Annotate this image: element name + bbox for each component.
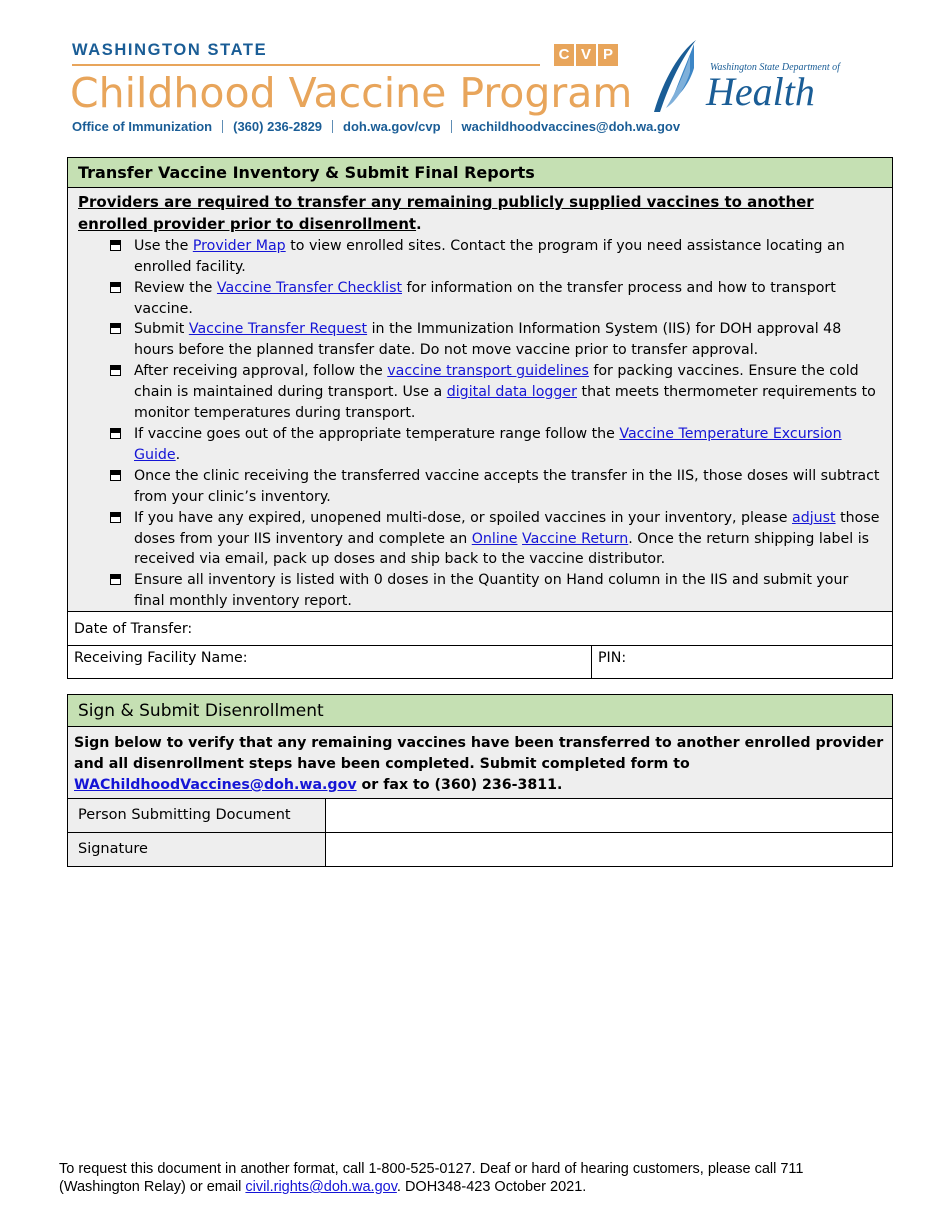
cvp-badge (554, 44, 618, 66)
accessibility-footer: To request this document in another format, call 1-800-525-0127. Deaf or hard of hearing customers, please call 711 (Washington Relay) or email civil.rights@doh.wa.gov. DOH348-423 October 2021. (59, 1161, 804, 1195)
transport-guidelines-link[interactable]: vaccine transport guidelines (387, 363, 589, 380)
badge-letter-c: C (554, 44, 574, 66)
list-item: Use the Provider Map to view enrolled sites. Contact the program if you need assistance locating an enrolled facility. (78, 236, 882, 278)
transfer-section-title: Transfer Vaccine Inventory & Submit Final Reports (68, 158, 892, 188)
list-item: Ensure all inventory is listed with 0 doses in the Quantity on Hand column in the IIS and submit your final monthly inventory report. (78, 570, 882, 612)
transfer-lead: Providers are required to transfer any remaining publicly supplied vaccines to another enrolled provider prior to disenrollment. (78, 193, 814, 233)
doh-logo-subtitle: Washington State Department of (710, 62, 840, 73)
list-item: Once the clinic receiving the transferred vaccine accepts the transfer in the IIS, those doses will subtract from your clinic’s inventory. (78, 466, 882, 508)
transfer-section (67, 157, 893, 679)
list-item: Review the Vaccine Transfer Checklist for information on the transfer process and how to transport vaccine. (78, 278, 882, 320)
signature-row (68, 832, 892, 866)
bullet-icon (110, 282, 121, 293)
signature-label: Signature (68, 833, 326, 866)
transfer-instructions (68, 188, 892, 611)
bullet-icon (110, 365, 121, 376)
contact-line (72, 119, 680, 134)
bullet-icon (110, 512, 121, 523)
contact-phone: (360) 236-2829 (233, 119, 323, 134)
contact-divider (222, 120, 223, 133)
disenrollment-section (67, 694, 893, 867)
badge-letter-v: V (576, 44, 596, 66)
online-link[interactable]: Online (471, 530, 518, 547)
receiving-facility-label: Receiving Facility Name: (74, 650, 248, 666)
badge-letter-p: P (598, 44, 618, 66)
signature-field[interactable] (326, 833, 892, 866)
doh-logo-wordmark: Health (706, 69, 815, 114)
adjust-link[interactable]: adjust (792, 509, 836, 526)
receiving-facility-row (68, 645, 892, 678)
pin-field[interactable] (592, 646, 892, 678)
excursion-guide-link[interactable]: Vaccine Temperature Excursion Guide (134, 425, 842, 463)
vaccine-return-link[interactable]: Vaccine Return (522, 530, 629, 547)
office-name: Office of Immunization (72, 119, 213, 134)
state-label: WASHINGTON STATE (72, 41, 268, 59)
person-submitting-field[interactable] (326, 799, 892, 832)
cvp-email-link[interactable]: WAChildhoodVaccines@doh.wa.gov (74, 776, 357, 793)
date-of-transfer-label: Date of Transfer: (74, 620, 193, 637)
list-item: After receiving approval, follow the vaccine transport guidelines for packing vaccines. Ensure the cold chain is maintained during transport. Use a digital data logger that meets thermometer requirements to monitor temperatures during transport. (78, 361, 882, 424)
transfer-request-link[interactable]: Vaccine Transfer Request (188, 321, 368, 338)
date-of-transfer-field[interactable] (68, 611, 892, 645)
civil-rights-email-link[interactable]: civil.rights@doh.wa.gov (245, 1179, 397, 1195)
transfer-steps (78, 236, 882, 612)
disenrollment-instructions: Sign below to verify that any remaining vaccines have been transferred to another enrolled provider and all disenrollment steps have been completed. Submit completed form to WAChildhoodVaccines@doh.wa.gov or fax to (360) 236-3811. (68, 727, 892, 798)
list-item: If you have any expired, unopened multi-dose, or spoiled vaccines in your inventory, please adjust those doses from your IIS inventory and complete an Online Vaccine Return. Once the return shipping label is received via email, pack up doses and ship back to the vaccine distributor. (78, 508, 882, 571)
bullet-icon (110, 574, 121, 585)
list-item: Submit Vaccine Transfer Request in the Immunization Information System (IIS) for DOH approval 48 hours before the planned transfer date. Do not move vaccine prior to transfer approval. (78, 319, 882, 361)
provider-map-link[interactable]: Provider Map (192, 237, 286, 254)
data-logger-link[interactable]: digital data logger (446, 384, 577, 401)
disenrollment-section-title: Sign & Submit Disenrollment (68, 695, 892, 727)
bullet-icon (110, 240, 121, 251)
person-submitting-label: Person Submitting Document (68, 799, 326, 832)
list-item: If vaccine goes out of the appropriate temperature range follow the Vaccine Temperature Excursion Guide. (78, 424, 882, 466)
contact-divider (451, 120, 452, 133)
bullet-icon (110, 323, 121, 334)
contact-email[interactable]: wachildhoodvaccines@doh.wa.gov (461, 119, 681, 134)
receiving-facility-field[interactable] (68, 646, 592, 678)
header-rule (72, 64, 540, 66)
contact-divider (332, 120, 333, 133)
contact-website[interactable]: doh.wa.gov/cvp (343, 119, 441, 134)
bullet-icon (110, 428, 121, 439)
person-submitting-row (68, 798, 892, 832)
pin-label: PIN: (598, 650, 627, 666)
transfer-checklist-link[interactable]: Vaccine Transfer Checklist (216, 279, 403, 296)
bullet-icon (110, 470, 121, 481)
program-title: Childhood Vaccine Program (70, 69, 633, 117)
